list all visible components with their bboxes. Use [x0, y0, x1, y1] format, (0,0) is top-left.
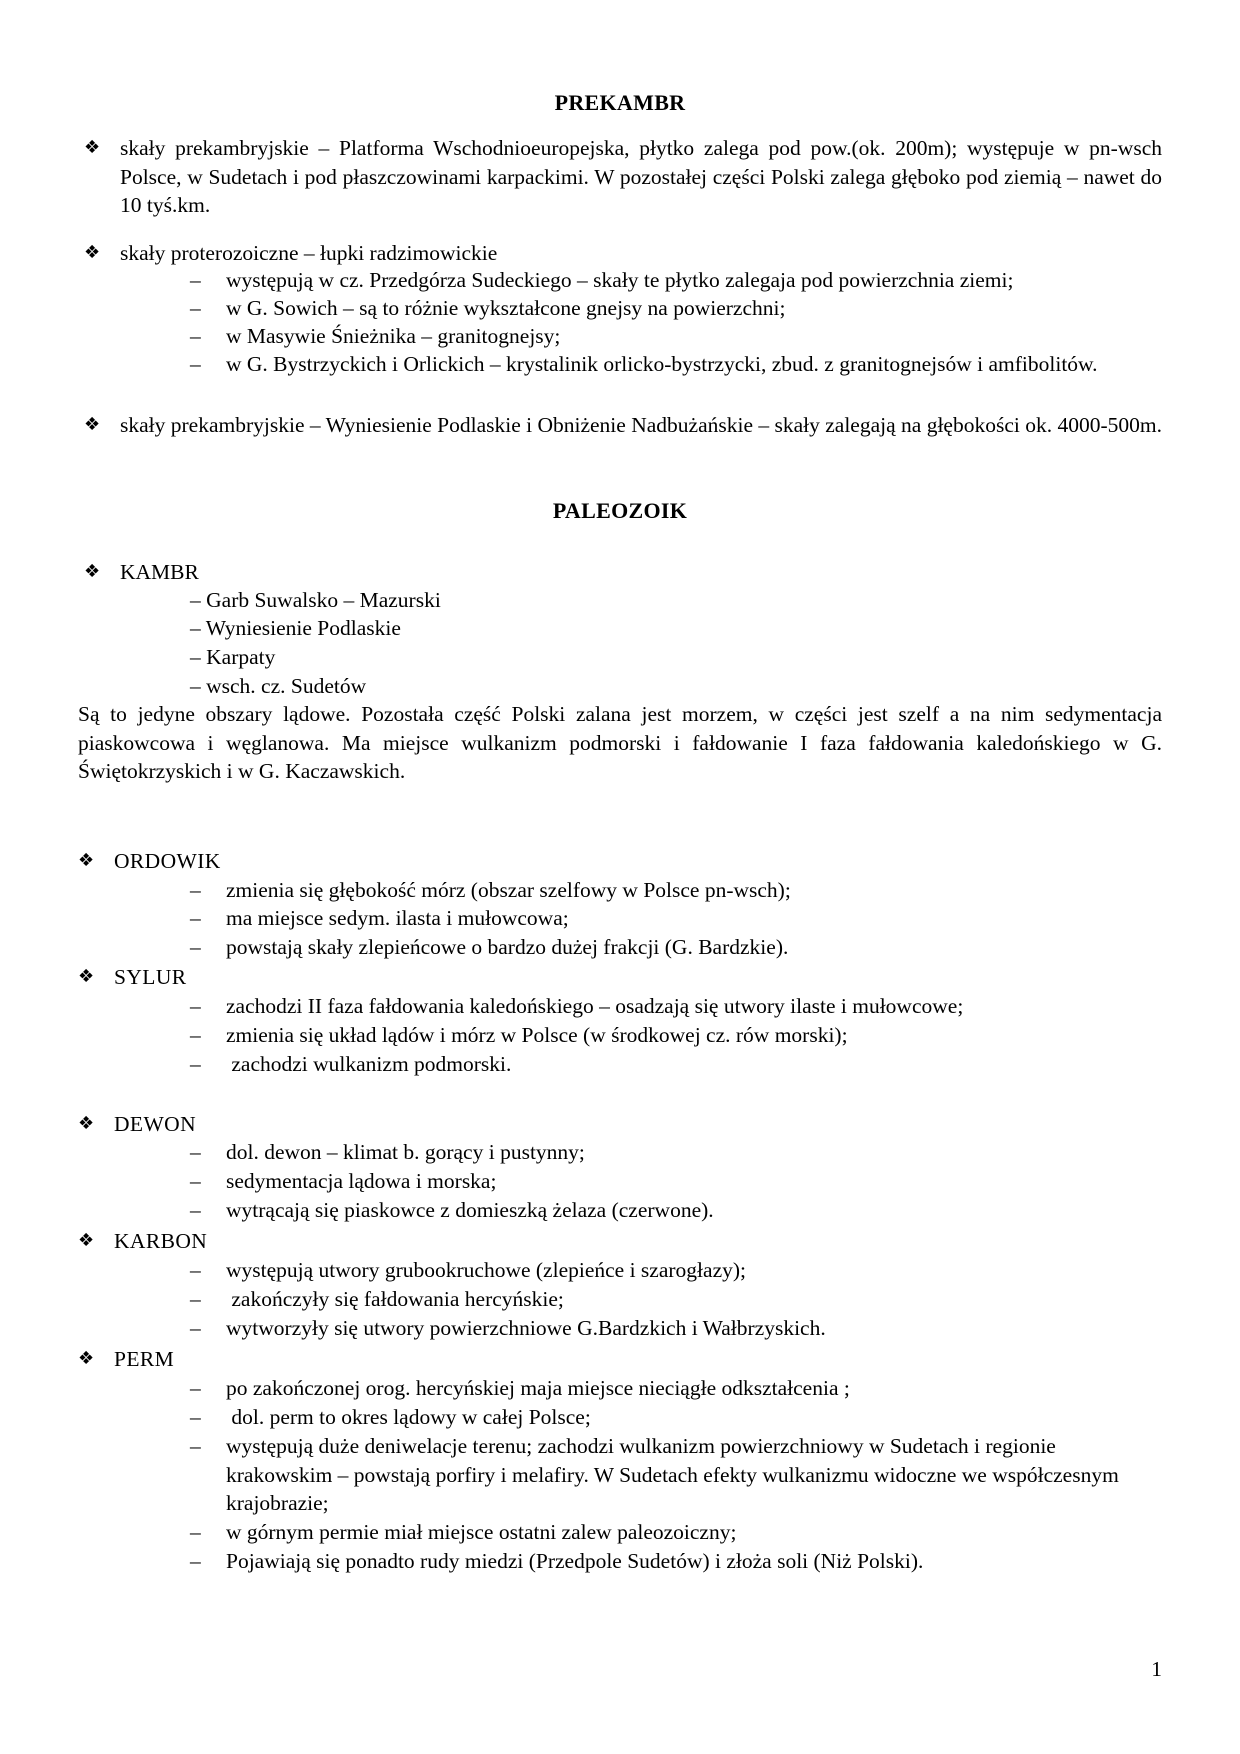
dash-bullet-icon: – [190, 1549, 201, 1573]
subitem-text: sedymentacja lądowa i morska; [226, 1169, 497, 1193]
subitem-text: powstają skały zlepieńcowe o bardzo dużej frakcji (G. Bardzkie). [226, 935, 789, 959]
dewon-item [190, 1196, 1162, 1225]
ordowik-item [190, 933, 1162, 962]
period-label: KAMBR [120, 560, 199, 584]
dash-bullet-icon: – [190, 1316, 201, 1340]
dewon-item [190, 1138, 1162, 1167]
period-ordowik [78, 847, 221, 876]
dash-bullet-icon: – [190, 268, 201, 292]
dash-bullet-icon: – [190, 1287, 201, 1311]
prekambr-item-2 [84, 239, 1162, 268]
kambr-item: – Garb Suwalsko – Mazurski [190, 588, 441, 612]
subitem-text: w górnym permie miał miejsce ostatni zalew paleozoiczny; [226, 1520, 737, 1544]
dash-bullet-icon: – [190, 935, 201, 959]
dash-bullet-icon: – [190, 1140, 201, 1164]
karbon-item [190, 1314, 1162, 1343]
karbon-item [190, 1285, 1162, 1314]
subitem-text: zmienia się układ lądów i mórz w Polsce (w środkowej cz. rów morski); [226, 1023, 848, 1047]
period-sylur [78, 963, 187, 992]
prekambr-item-3 [84, 411, 1162, 440]
kambr-item: – Karpaty [190, 645, 276, 669]
diamond-bullet-icon: ❖ [78, 1348, 95, 1369]
diamond-bullet-icon: ❖ [78, 1230, 95, 1251]
period-kambr [84, 558, 1162, 587]
item-text: skały prekambryjskie – Wyniesienie Podlaskie i Obniżenie Nadbużańskie – skały zalegają na głębokości ok. 4000-500m. [120, 413, 1162, 437]
subitem-text: po zakończonej orog. hercyńskiej maja miejsce nieciągłe odkształcenia ; [226, 1376, 850, 1400]
dash-bullet-icon: – [190, 906, 201, 930]
subitem-text: występują utwory grubookruchowe (zlepieńce i szarogłazy); [226, 1258, 746, 1282]
subitem-text: ma miejsce sedym. ilasta i mułowcowa; [226, 906, 569, 930]
karbon-item [190, 1256, 1162, 1285]
diamond-bullet-icon: ❖ [84, 561, 101, 582]
section-title-paleozoik: PALEOZOIK [552, 498, 688, 523]
dash-bullet-icon: – [190, 1052, 201, 1076]
kambr-item: – wsch. cz. Sudetów [190, 674, 367, 698]
diamond-bullet-icon: ❖ [78, 966, 95, 987]
sylur-item [190, 992, 1162, 1021]
kambr-item: – Wyniesienie Podlaskie [190, 616, 401, 640]
period-dewon [78, 1110, 197, 1139]
kambr-paragraph: Są to jedyne obszary lądowe. Pozostała część Polski zalana jest morzem, w części jest szelf a na nim sedymentacja piaskowcowa i węglanowa. Ma miejsce wulkanizm podmorski i fałdowanie I faza fałdowania kaledońskiego w G. Świętokrzyskich i w G. Kaczawskich. [78, 702, 1162, 783]
subitem-text: występują duże deniwelacje terenu; zachodzi wulkanizm powierzchniowy w Sudetach i regionie krakowskim – powstają porfiry i melafiry. W Sudetach efekty wulkanizmu widoczne we współczesnym krajobrazie; [226, 1434, 1119, 1515]
ordowik-item [190, 876, 1162, 905]
dash-bullet-icon: – [190, 1169, 201, 1193]
period-label: SYLUR [114, 965, 187, 989]
item-text: skały proterozoiczne – łupki radzimowickie [120, 241, 498, 265]
sylur-item [190, 1021, 1162, 1050]
dash-bullet-icon: – [190, 1405, 201, 1429]
dash-bullet-icon: – [190, 1023, 201, 1047]
section-title-prekambr: PREKAMBR [554, 90, 686, 115]
dash-bullet-icon: – [190, 1520, 201, 1544]
dash-bullet-icon: – [190, 296, 201, 320]
ordowik-item [190, 904, 1162, 933]
prekambr-subitem [190, 266, 1162, 295]
perm-item [190, 1547, 1162, 1576]
dash-bullet-icon: – [190, 878, 201, 902]
dash-bullet-icon: – [190, 994, 201, 1018]
subitem-text: Pojawiają się ponadto rudy miedzi (Przedpole Sudetów) i złoża soli (Niż Polski). [226, 1549, 924, 1573]
subitem-text: dol. dewon – klimat b. gorący i pustynny; [226, 1140, 585, 1164]
subitem-text: w Masywie Śnieżnika – granitognejsy; [226, 324, 561, 348]
subitem-text: wytrącają się piaskowce z domieszką żelaza (czerwone). [226, 1198, 714, 1222]
diamond-bullet-icon: ❖ [78, 850, 95, 871]
item-text: skały prekambryjskie – Platforma Wschodnioeuropejska, płytko zalega pod pow.(ok. 200m); występuje w pn-wsch Polsce, w Sudetach i pod płaszczowinami karpackimi. W pozostałej części Polski zalega głęboko pod ziemią – nawet do 10 tyś.km. [120, 136, 1162, 217]
period-label: KARBON [114, 1229, 208, 1253]
subitem-text: dol. perm to okres lądowy w całej Polsce; [226, 1405, 591, 1429]
subitem-text: zachodzi II faza fałdowania kaledońskiego – osadzają się utwory ilaste i mułowcowe; [226, 994, 964, 1018]
perm-item [190, 1374, 1162, 1403]
dash-bullet-icon: – [190, 1434, 201, 1458]
perm-item [190, 1518, 1162, 1547]
diamond-bullet-icon: ❖ [84, 137, 101, 158]
dash-bullet-icon: – [190, 1198, 201, 1222]
subitem-text: zachodzi wulkanizm podmorski. [226, 1052, 512, 1076]
subitem-text: w G. Bystrzyckich i Orlickich – krystalinik orlicko-bystrzycki, zbud. z granitognejsów i amfibolitów. [226, 352, 1098, 376]
diamond-bullet-icon: ❖ [78, 1113, 95, 1134]
prekambr-subitem [190, 350, 1162, 379]
period-label: ORDOWIK [114, 849, 221, 873]
dash-bullet-icon: – [190, 1258, 201, 1282]
dewon-item [190, 1167, 1162, 1196]
subitem-text: wytworzyły się utwory powierzchniowe G.Bardzkich i Wałbrzyskich. [226, 1316, 826, 1340]
dash-bullet-icon: – [190, 352, 201, 376]
subitem-text: zakończyły się fałdowania hercyńskie; [226, 1287, 564, 1311]
dash-bullet-icon: – [190, 324, 201, 348]
period-perm [78, 1345, 175, 1374]
subitem-text: zmienia się głębokość mórz (obszar szelfowy w Polsce pn-wsch); [226, 878, 791, 902]
subitem-text: w G. Sowich – są to różnie wykształcone gnejsy na powierzchni; [226, 296, 786, 320]
sylur-item [190, 1050, 1162, 1079]
subitem-text: występują w cz. Przedgórza Sudeckiego – skały te płytko zalegaja pod powierzchnia ziemi; [226, 268, 1014, 292]
page-number: 1 [1151, 1657, 1162, 1681]
period-label: PERM [114, 1347, 175, 1371]
prekambr-subitem [190, 322, 1162, 351]
period-karbon [78, 1227, 208, 1256]
diamond-bullet-icon: ❖ [84, 414, 101, 435]
diamond-bullet-icon: ❖ [84, 242, 101, 263]
prekambr-item-1 [84, 134, 1162, 220]
period-label: DEWON [114, 1112, 197, 1136]
perm-item [190, 1432, 1162, 1518]
perm-item [190, 1403, 1162, 1432]
dash-bullet-icon: – [190, 1376, 201, 1400]
prekambr-subitem [190, 294, 1162, 323]
